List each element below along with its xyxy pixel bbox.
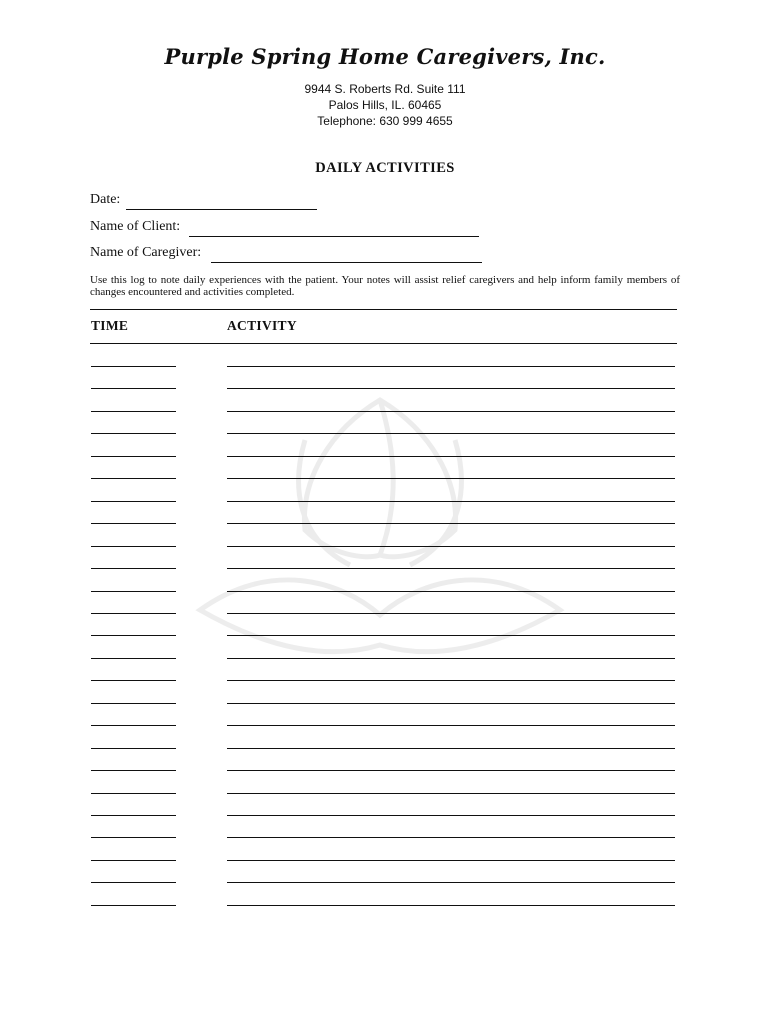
form-title: DAILY ACTIVITIES (315, 160, 455, 176)
activity-entry-line[interactable] (227, 680, 675, 681)
time-entry-line[interactable] (91, 905, 176, 906)
caregiver-name-label: Name of Caregiver: (90, 245, 202, 260)
activity-entry-line[interactable] (227, 703, 675, 704)
time-entry-line[interactable] (91, 882, 176, 883)
company-name: Purple Spring Home Caregivers, Inc. (164, 44, 606, 69)
activity-entry-line[interactable] (227, 366, 675, 367)
activity-entry-line[interactable] (227, 837, 675, 838)
client-name-label: Name of Client: (90, 219, 181, 234)
instructions-text: Use this log to note daily experiences with the patient. Your notes will assist relief caregivers and help inform family members of changes encountered and activities completed. (90, 274, 680, 298)
activity-entry-line[interactable] (227, 411, 675, 412)
time-entry-line[interactable] (91, 366, 176, 367)
activity-entry-line[interactable] (227, 433, 675, 434)
time-entry-line[interactable] (91, 523, 176, 524)
activity-entry-line[interactable] (227, 523, 675, 524)
activity-entry-line[interactable] (227, 793, 675, 794)
activity-entry-line[interactable] (227, 501, 675, 502)
activity-entry-line[interactable] (227, 770, 675, 771)
activity-entry-line[interactable] (227, 725, 675, 726)
time-entry-line[interactable] (91, 568, 176, 569)
activity-entry-line[interactable] (227, 882, 675, 883)
time-entry-line[interactable] (91, 478, 176, 479)
activity-entry-line[interactable] (227, 658, 675, 659)
time-entry-line[interactable] (91, 815, 176, 816)
address-line-1: 9944 S. Roberts Rd. Suite 111 (304, 82, 466, 96)
activity-entry-line[interactable] (227, 546, 675, 547)
time-entry-line[interactable] (91, 860, 176, 861)
activity-entry-line[interactable] (227, 905, 675, 906)
time-entry-line[interactable] (91, 591, 176, 592)
activity-column-header: ACTIVITY (227, 318, 297, 333)
time-entry-line[interactable] (91, 613, 176, 614)
time-entry-line[interactable] (91, 546, 176, 547)
activity-entry-line[interactable] (227, 456, 675, 457)
time-entry-line[interactable] (91, 658, 176, 659)
time-entry-line[interactable] (91, 501, 176, 502)
time-entry-line[interactable] (91, 456, 176, 457)
time-entry-line[interactable] (91, 433, 176, 434)
activity-entry-line[interactable] (227, 613, 675, 614)
activity-entry-line[interactable] (227, 748, 675, 749)
time-entry-line[interactable] (91, 635, 176, 636)
time-entry-line[interactable] (91, 680, 176, 681)
address-line-2: Palos Hills, IL. 60465 (328, 98, 442, 112)
time-entry-line[interactable] (91, 411, 176, 412)
activity-entry-line[interactable] (227, 478, 675, 479)
time-entry-line[interactable] (91, 388, 176, 389)
time-entry-line[interactable] (91, 837, 176, 838)
activity-entry-line[interactable] (227, 860, 675, 861)
activity-entry-line[interactable] (227, 635, 675, 636)
time-entry-line[interactable] (91, 703, 176, 704)
time-entry-line[interactable] (91, 793, 176, 794)
date-label: Date: (90, 192, 121, 207)
time-entry-line[interactable] (91, 770, 176, 771)
activity-entry-line[interactable] (227, 591, 675, 592)
activity-entry-line[interactable] (227, 568, 675, 569)
time-entry-line[interactable] (91, 748, 176, 749)
time-entry-line[interactable] (91, 725, 176, 726)
activity-entry-line[interactable] (227, 815, 675, 816)
telephone: Telephone: 630 999 4655 (317, 114, 453, 128)
time-column-header: TIME (91, 318, 129, 333)
activity-entry-line[interactable] (227, 388, 675, 389)
